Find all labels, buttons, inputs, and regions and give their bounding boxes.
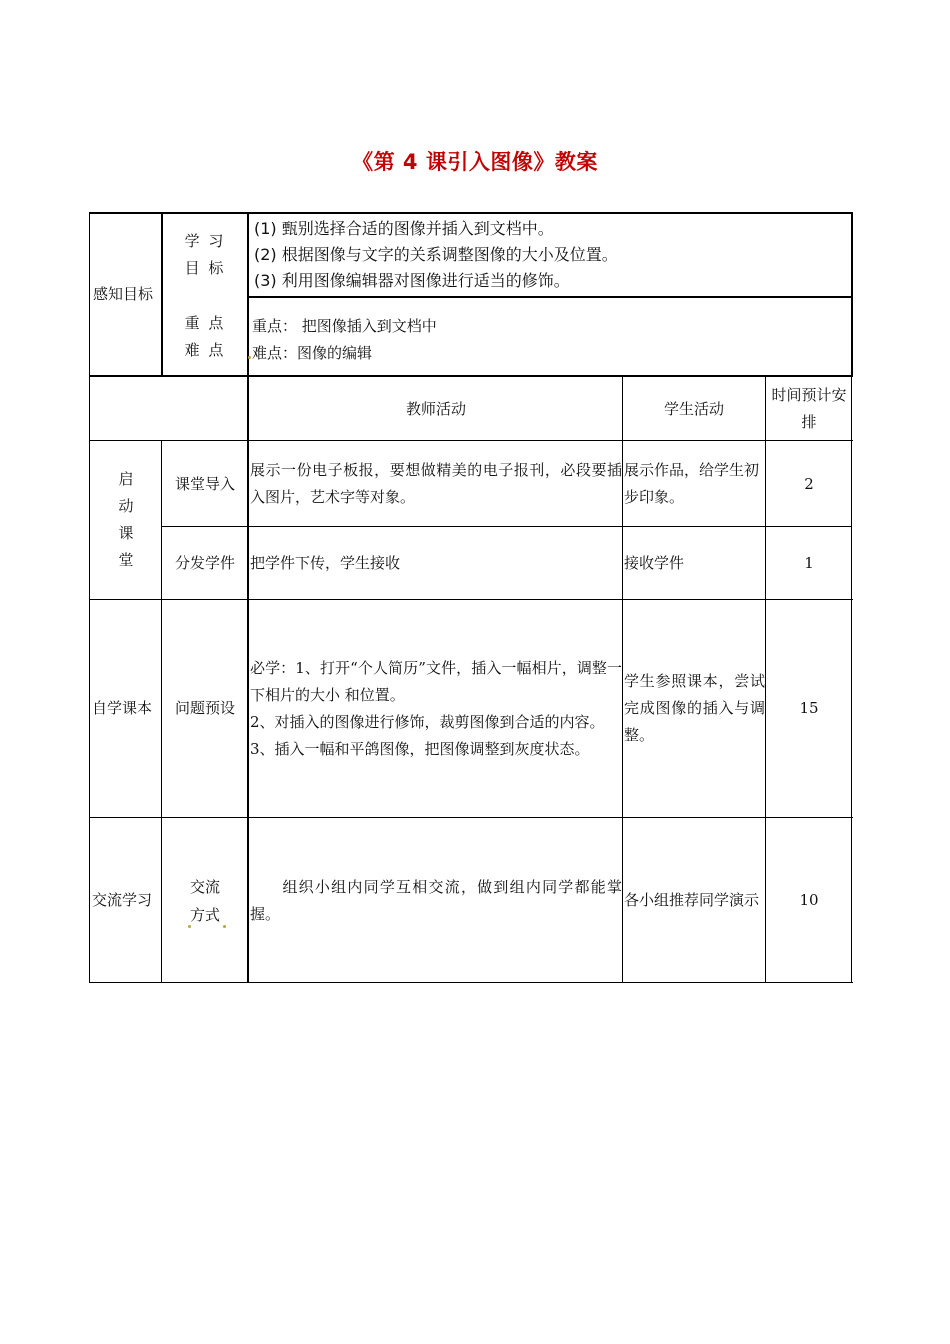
border-line [89, 212, 90, 983]
teacher-activity-intro: 展示一份电子板报，要想做精美的电子报刊，必段要插入图片，艺术字等对象。 [250, 461, 622, 506]
header-time-estimate: 时间预计安排 [771, 386, 847, 431]
section-label-perception: 感知目标 [93, 284, 154, 303]
goals-list [250, 216, 850, 296]
border-line [161, 440, 162, 983]
row-label-questions: 问题预设 [174, 699, 235, 717]
border-line [851, 376, 852, 983]
border-line [89, 375, 853, 377]
time-questions: 15 [799, 699, 819, 717]
border-line [851, 212, 853, 376]
scan-speck [188, 925, 191, 928]
time-intro: 2 [804, 474, 814, 493]
border-line [248, 296, 853, 298]
time-exchange: 10 [799, 891, 819, 909]
student-activity-intro: 展示作品，给学生初步印象。 [624, 461, 760, 506]
row-label-intro: 课堂导入 [174, 474, 235, 493]
student-activity-questions: 学生参照课本，尝试完成图像的插入与调整。 [624, 672, 765, 744]
goal-item: (3) 利用图像编辑器对图像进行适当的修饰。 [254, 271, 570, 290]
student-activity-distribute: 接收学件 [624, 553, 685, 572]
scan-speck [223, 925, 226, 928]
border-line [89, 982, 853, 983]
header-teacher-activity: 教师活动 [405, 399, 466, 418]
border-line [89, 212, 853, 214]
section-label-exchange: 交流学习 [92, 891, 153, 909]
time-distribute: 1 [804, 553, 814, 572]
student-activity-exchange: 各小组推荐同学演示 [624, 891, 760, 909]
teacher-activity-distribute: 把学件下传，学生接收 [250, 553, 401, 572]
goal-item: (1) 甄别选择合适的图像并插入到文档中。 [254, 219, 554, 238]
border-line [162, 526, 852, 527]
key-points [250, 313, 850, 373]
row-label-distribute: 分发学件 [174, 553, 235, 572]
border-line [247, 212, 249, 983]
goal-item: (2) 根据图像与文字的关系调整图像的大小及位置。 [254, 245, 618, 264]
key-points-label: 重 点 难 点 [184, 314, 226, 359]
border-line [89, 440, 853, 441]
key-point: 重点： 把图像插入到文档中 [252, 317, 437, 335]
border-line [161, 212, 163, 376]
teacher-activity-exchange: 组织小组内同学互相交流，做到组内同学都能掌握。 [250, 877, 622, 923]
section-label-self-study: 自学课本 [92, 699, 153, 717]
scan-speck [248, 356, 251, 359]
page-title: 《第 4 课引入图像》教案 [352, 150, 598, 174]
border-line [89, 817, 853, 818]
row-label-exchange-method: 交流方式 [189, 877, 220, 924]
border-line [89, 599, 853, 600]
difficult-point: 难点：图像的编辑 [252, 344, 373, 362]
header-student-activity: 学生活动 [663, 399, 724, 418]
goals-label: 学 习 目 标 [184, 232, 226, 277]
border-line [622, 376, 623, 983]
section-label-start: 启动课堂 [118, 470, 134, 569]
border-line [765, 376, 766, 983]
teacher-activity-questions: 必学：1、打开“个人简历”文件，插入一幅相片，调整一下相片的大小 和位置。 2、对插入的图像进行修饰，裁剪图像到合适的内容。 3、插入一幅和平鸽图像，把图像调整到灰度状态。 [250, 658, 622, 758]
